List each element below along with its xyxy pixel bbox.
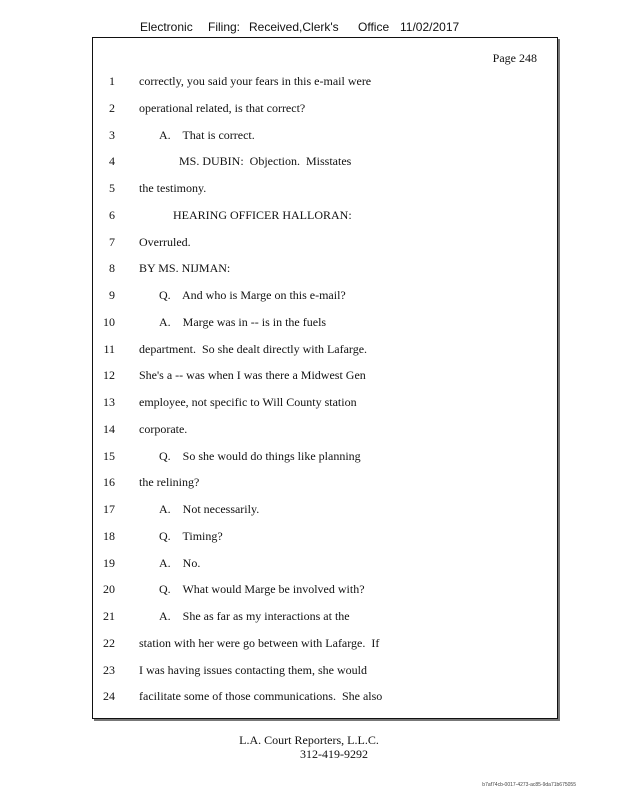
transcript-line bbox=[93, 449, 553, 467]
transcript-line bbox=[93, 689, 553, 707]
line-number: 2 bbox=[109, 100, 115, 115]
line-text: I was having issues contacting them, she would bbox=[139, 662, 367, 677]
line-number: 17 bbox=[103, 502, 115, 516]
transcript-line bbox=[93, 342, 553, 360]
transcript-line bbox=[93, 395, 553, 413]
header-date: 11/02/2017 bbox=[400, 20, 460, 34]
line-number: 21 bbox=[103, 609, 115, 623]
line-number: 23 bbox=[103, 662, 115, 677]
transcript-page bbox=[92, 37, 558, 719]
line-number: 5 bbox=[109, 181, 115, 195]
transcript-line bbox=[93, 154, 553, 172]
header-filing: Filing: bbox=[208, 20, 241, 34]
reporter-phone: 312-419-9292 bbox=[300, 747, 368, 761]
line-number: 10 bbox=[103, 314, 115, 329]
transcript-line bbox=[93, 128, 553, 146]
line-text: Q. And who is Marge on this e-mail? bbox=[159, 288, 346, 302]
line-number: 8 bbox=[109, 261, 115, 276]
line-text: A. That is correct. bbox=[159, 127, 255, 142]
line-number: 3 bbox=[109, 127, 115, 142]
header-office: Office bbox=[358, 20, 390, 34]
transcript-line bbox=[93, 529, 553, 547]
line-number: 15 bbox=[103, 448, 115, 463]
line-text: BY MS. NIJMAN: bbox=[139, 261, 231, 276]
line-text: Overruled. bbox=[139, 234, 191, 249]
transcript-line bbox=[93, 74, 553, 92]
transcript-line bbox=[93, 235, 553, 253]
line-number: 4 bbox=[109, 154, 115, 169]
transcript-line bbox=[93, 636, 553, 654]
line-text: A. Marge was in -- is in the fuels bbox=[159, 314, 327, 329]
line-number: 18 bbox=[103, 528, 115, 543]
line-text: A. No. bbox=[159, 555, 201, 570]
line-number: 12 bbox=[103, 368, 115, 383]
header-received: Received,Clerk's bbox=[249, 20, 339, 34]
line-number: 7 bbox=[109, 234, 115, 249]
header-electronic: Electronic bbox=[140, 20, 193, 34]
filing-header bbox=[140, 20, 480, 36]
line-text: corporate. bbox=[139, 421, 188, 436]
line-text: MS. DUBIN: Objection. Misstates bbox=[179, 154, 352, 169]
line-number: 24 bbox=[103, 689, 115, 704]
transcript-line bbox=[93, 582, 553, 600]
transcript-line bbox=[93, 502, 553, 520]
reporter-company: L.A. Court Reporters, L.L.C. bbox=[239, 733, 379, 747]
line-text: employee, not specific to Will County station bbox=[139, 395, 357, 409]
line-text: the relining? bbox=[139, 475, 200, 490]
line-text: station with her were go between with Lafarge. If bbox=[139, 635, 380, 650]
line-number: 14 bbox=[103, 421, 115, 436]
transcript-line bbox=[93, 101, 553, 119]
line-text: Q. Timing? bbox=[159, 528, 223, 543]
line-text: operational related, is that correct? bbox=[139, 100, 306, 115]
line-text: A. She as far as my interactions at the bbox=[159, 609, 350, 623]
line-number: 11 bbox=[103, 341, 115, 356]
line-text: correctly, you said your fears in this e-mail were bbox=[139, 74, 372, 88]
page-number: Page 248 bbox=[492, 51, 537, 65]
line-text: the testimony. bbox=[139, 181, 207, 195]
line-number: 6 bbox=[109, 207, 115, 222]
line-number: 22 bbox=[103, 635, 115, 650]
line-number: 1 bbox=[109, 74, 115, 88]
line-text: department. So she dealt directly with Lafarge. bbox=[139, 341, 368, 356]
transcript-line bbox=[93, 208, 553, 226]
line-number: 16 bbox=[103, 475, 115, 490]
line-text: Q. So she would do things like planning bbox=[159, 448, 361, 463]
line-text: facilitate some of those communications. She also bbox=[139, 689, 383, 704]
transcript-line bbox=[93, 261, 553, 279]
line-number: 20 bbox=[103, 582, 115, 597]
document-hash: b7af74cb-0017-4273-ac85-9da71b675055 bbox=[482, 782, 576, 788]
transcript-line bbox=[93, 556, 553, 574]
line-number: 9 bbox=[109, 288, 115, 302]
line-text: She's a -- was when I was there a Midwest Gen bbox=[139, 368, 366, 383]
transcript-line bbox=[93, 422, 553, 440]
transcript-line bbox=[93, 475, 553, 493]
transcript-line bbox=[93, 181, 553, 199]
line-number: 19 bbox=[103, 555, 115, 570]
line-text: A. Not necessarily. bbox=[159, 502, 260, 516]
transcript-line bbox=[93, 315, 553, 333]
transcript-line bbox=[93, 663, 553, 681]
line-number: 13 bbox=[103, 395, 115, 409]
reporter-footer bbox=[0, 733, 618, 761]
transcript-line bbox=[93, 609, 553, 627]
line-text: HEARING OFFICER HALLORAN: bbox=[173, 207, 352, 222]
line-text: Q. What would Marge be involved with? bbox=[159, 582, 365, 597]
transcript-line bbox=[93, 288, 553, 306]
transcript-line bbox=[93, 368, 553, 386]
